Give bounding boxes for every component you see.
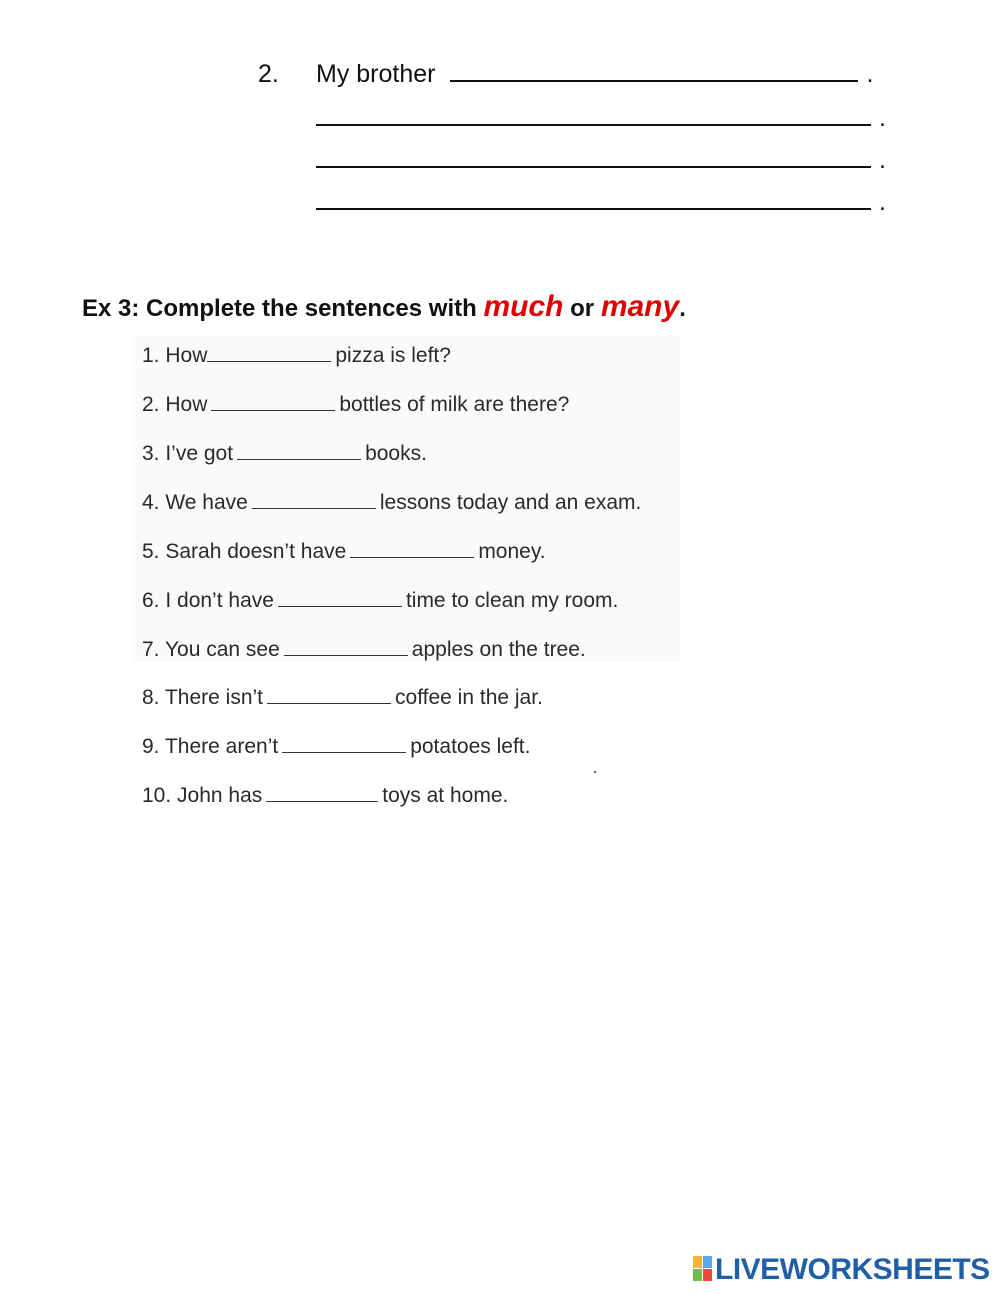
sentence-gap[interactable] [282,752,406,753]
sentence-4 [142,491,641,515]
sentence-end: books. [365,442,427,465]
sentence-end: coffee in the jar. [395,686,543,709]
keyword-much: much [483,290,564,323]
sentence-gap[interactable] [237,459,361,460]
sentence-7 [142,638,586,662]
sentence-gap[interactable] [350,557,474,558]
answer-line-3 [316,146,886,175]
exercise-heading [82,290,686,324]
end-mark: . [879,188,886,216]
sentence-2 [142,393,569,417]
sentence-end: lessons today and an exam. [379,491,642,514]
sentence-start: 1. How [142,344,208,367]
sentence-gap[interactable] [266,801,378,802]
answer-blank[interactable] [316,208,871,210]
answer-line-1 [316,60,873,89]
sentence-5 [142,540,546,564]
sentence-start: 4. We have [142,491,248,514]
sentence-start: 6. I don’t have [142,589,274,612]
sentence-start: 5. Sarah doesn’t have [142,540,347,563]
answer-line-4 [316,188,886,217]
sentence-gap[interactable] [207,361,331,362]
scan-speck [594,771,596,773]
heading-end: . [679,295,686,322]
sentence-end: apples on the tree. [411,638,586,661]
question-prompt: My brother [316,60,436,88]
end-mark: . [879,104,886,132]
sentence-9 [142,735,530,759]
sentence-end: toys at home. [382,784,509,807]
sentence-start: 2. How [142,393,208,416]
heading-prefix: Ex 3: Complete the sentences with [82,295,477,322]
sentence-start: 7. You can see [142,638,280,661]
answer-blank[interactable] [450,80,858,82]
sentence-start: 3. I’ve got [142,442,234,465]
sentence-end: bottles of milk are there? [339,393,570,416]
sentence-gap[interactable] [284,655,408,656]
heading-connector: or [570,295,595,322]
sentence-gap[interactable] [252,508,376,509]
sentence-start: 8. There isn’t [142,686,264,709]
sentence-start: 10. John has [142,784,263,807]
answer-line-2 [316,104,886,133]
liveworksheets-icon [693,1256,713,1282]
sentence-end: potatoes left. [410,735,531,758]
sentence-8 [142,686,543,710]
answer-blank[interactable] [316,124,871,126]
sentence-end: pizza is left? [335,344,451,367]
keyword-many: many [600,290,680,323]
sentence-gap[interactable] [267,703,391,704]
question-number: 2. [258,60,279,88]
liveworksheets-logo [693,1253,990,1287]
sentence-gap[interactable] [278,606,402,607]
sentence-10 [142,784,508,808]
sentence-gap[interactable] [211,410,335,411]
end-mark: . [879,146,886,174]
answer-blank[interactable] [316,166,871,168]
sentence-end: time to clean my room. [405,589,619,612]
sentence-3 [142,442,427,466]
sentence-1 [142,344,451,368]
sentence-end: money. [478,540,546,563]
sentence-start: 9. There aren’t [142,735,279,758]
brand-name: LIVEWORKSHEETS [715,1253,990,1286]
sentence-6 [142,589,618,613]
end-mark: . [866,60,874,88]
